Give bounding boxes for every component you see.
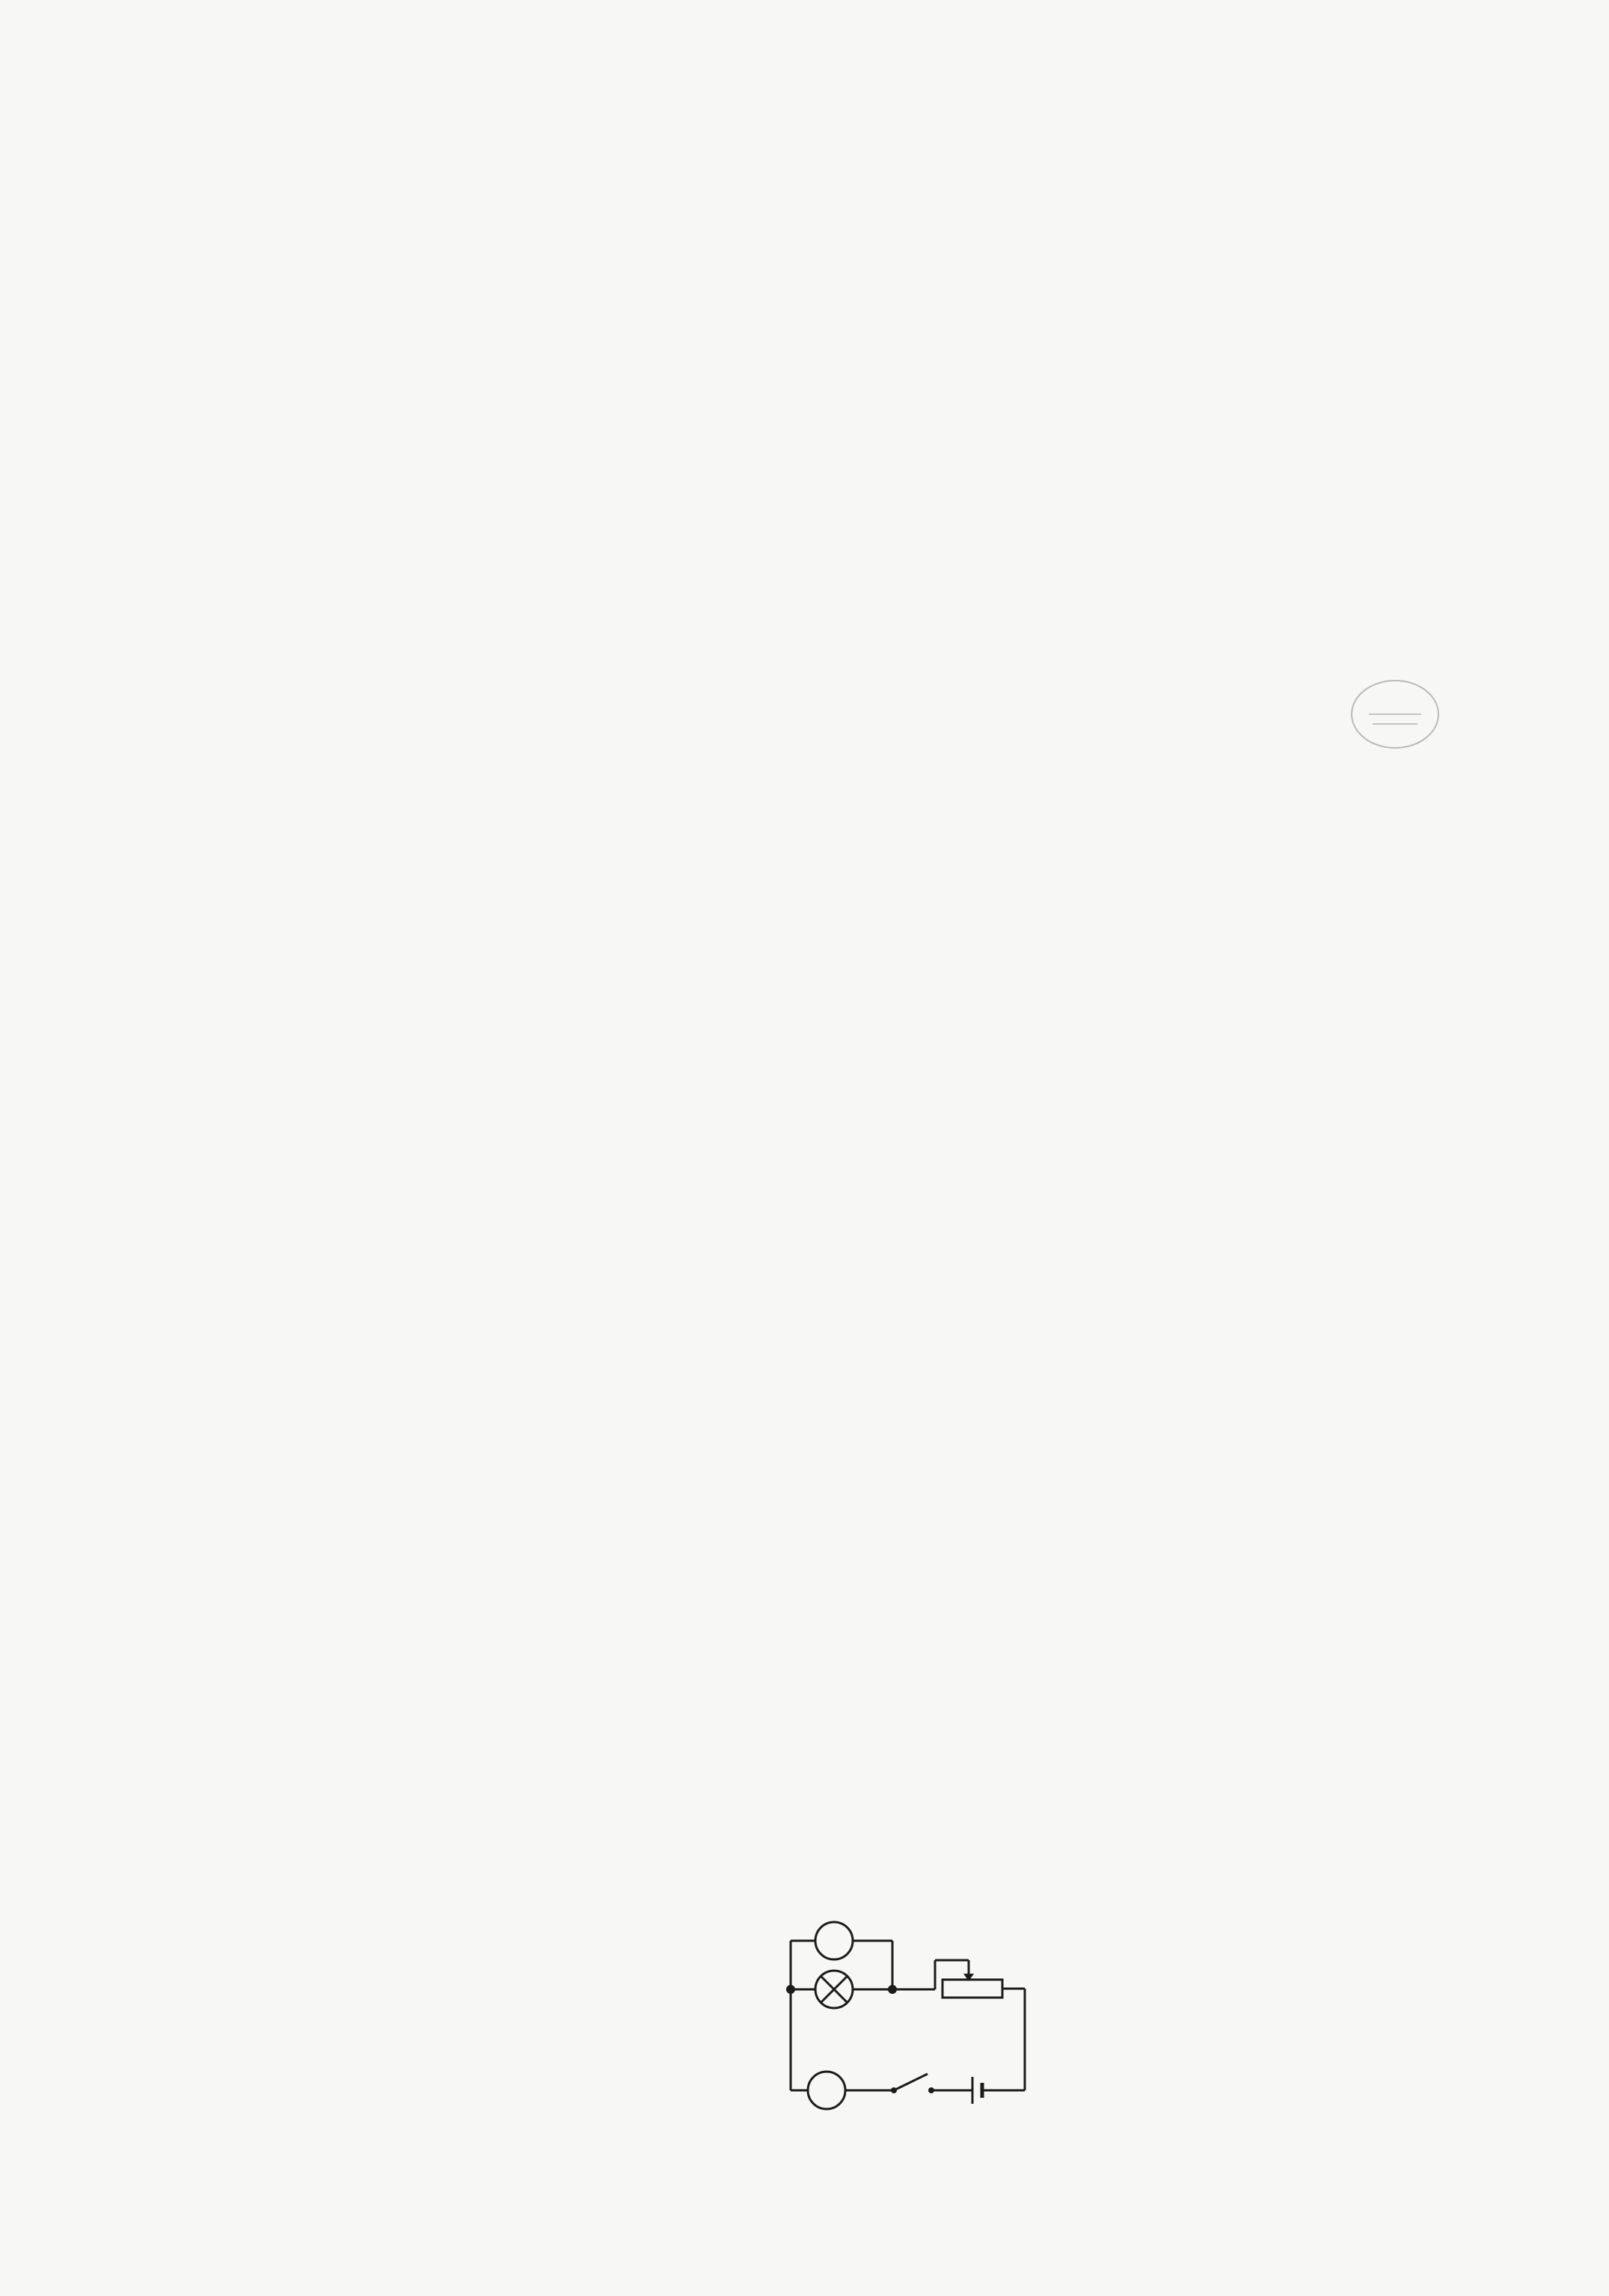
stamp-logo	[1346, 673, 1444, 755]
circuit-diagram	[782, 1918, 1036, 2120]
answer-line	[196, 1918, 235, 2044]
